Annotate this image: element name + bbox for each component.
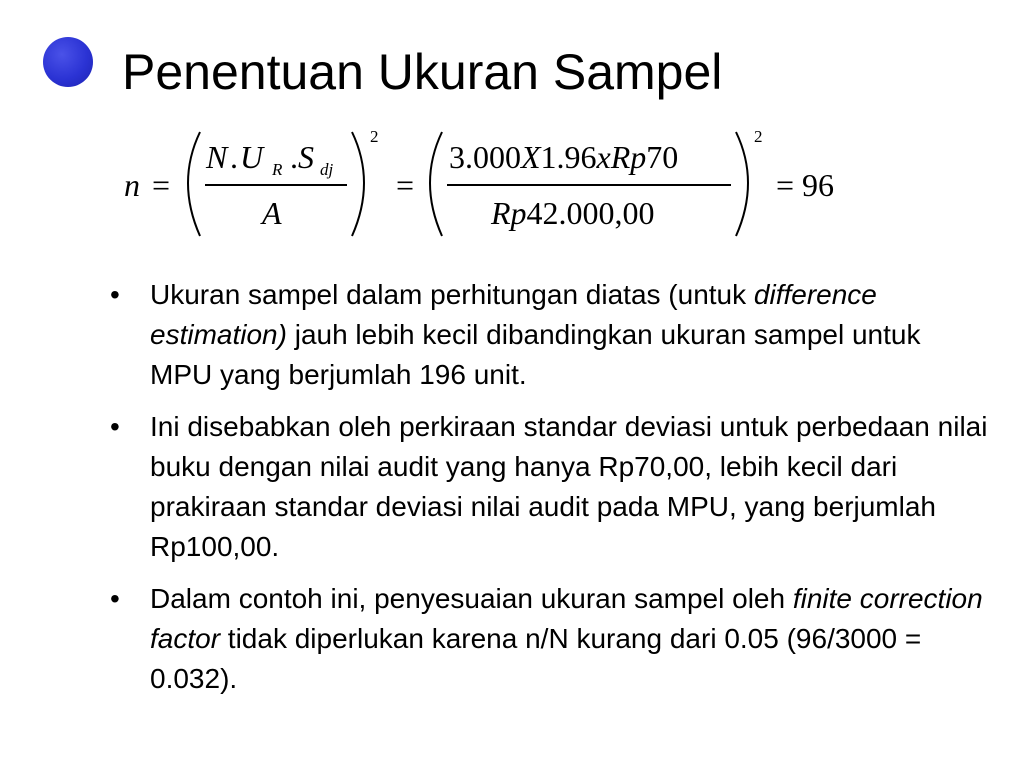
formula-paren-open-1 xyxy=(188,132,200,236)
formula-den2-Rp: Rp xyxy=(491,195,527,231)
formula-num2-xRp: xRp xyxy=(596,139,647,175)
bullet-item-2 xyxy=(110,407,990,567)
formula-denominator-2 xyxy=(490,195,655,231)
formula-numerator-2 xyxy=(449,139,678,175)
bullet-1-italic: difference estimation) xyxy=(150,279,877,350)
formula-exponent-1: 2 xyxy=(370,127,379,146)
formula-num2-a: 3.000 xyxy=(449,139,521,175)
bullet-disc-icon: • xyxy=(110,279,120,310)
sample-size-formula xyxy=(0,118,1024,248)
formula-num2-X: X xyxy=(521,139,541,175)
bullet-3-text-part2: tidak diperlukan karena n/N kurang dari 0.05 (96/3000 = 0.032). xyxy=(150,623,922,694)
bullet-1-text-part1: Ukuran sampel dalam perhitungan diatas (untuk xyxy=(150,279,754,310)
formula-sub-dj: dj xyxy=(320,160,334,179)
formula-paren-close-1 xyxy=(352,132,364,236)
bullet-1-text-part2: jauh lebih kecil dibandingkan ukuran sampel untuk MPU yang berjumlah 196 unit. xyxy=(150,319,921,390)
formula-U: U xyxy=(240,139,264,175)
formula-eq2: = xyxy=(396,167,415,203)
formula-num2-b: 1.96 xyxy=(540,139,597,175)
formula-sub-R: R xyxy=(272,160,283,179)
bullet-disc-icon: • xyxy=(110,583,120,614)
formula-S: S xyxy=(298,139,314,175)
formula-den2-val: 42.000,00 xyxy=(526,195,655,231)
formula-dot2: . xyxy=(290,139,298,175)
bullet-3-italic: finite correction factor xyxy=(150,583,983,654)
formula-exponent-2: 2 xyxy=(754,127,763,146)
formula-N: N xyxy=(206,139,228,175)
formula-num2-c: 70 xyxy=(646,139,679,175)
bullet-item-3 xyxy=(110,579,990,699)
title-bullet-circle-icon xyxy=(43,37,93,87)
formula-result: = 96 xyxy=(776,167,835,203)
bullet-disc-icon: • xyxy=(110,411,120,442)
bullet-item-1 xyxy=(110,275,990,395)
formula-paren-open-2 xyxy=(430,132,442,236)
formula-eq1: = xyxy=(152,167,171,203)
bullet-list xyxy=(110,275,990,711)
bullet-2-text: Ini disebabkan oleh perkiraan standar deviasi untuk perbedaan nilai buku dengan nilai audit yang hanya Rp70,00, lebih kecil dari prakiraan standar deviasi nilai audit pada MPU, yang berjumlah Rp100,00. xyxy=(150,411,988,562)
slide-title: Penentuan Ukuran Sampel xyxy=(122,44,723,100)
formula-dot1: . xyxy=(230,139,238,175)
formula-n: n xyxy=(124,167,140,203)
formula-paren-close-2 xyxy=(736,132,748,236)
bullet-3-text-part1: Dalam contoh ini, penyesuaian ukuran sampel oleh xyxy=(150,583,793,614)
formula-A: A xyxy=(262,195,282,231)
